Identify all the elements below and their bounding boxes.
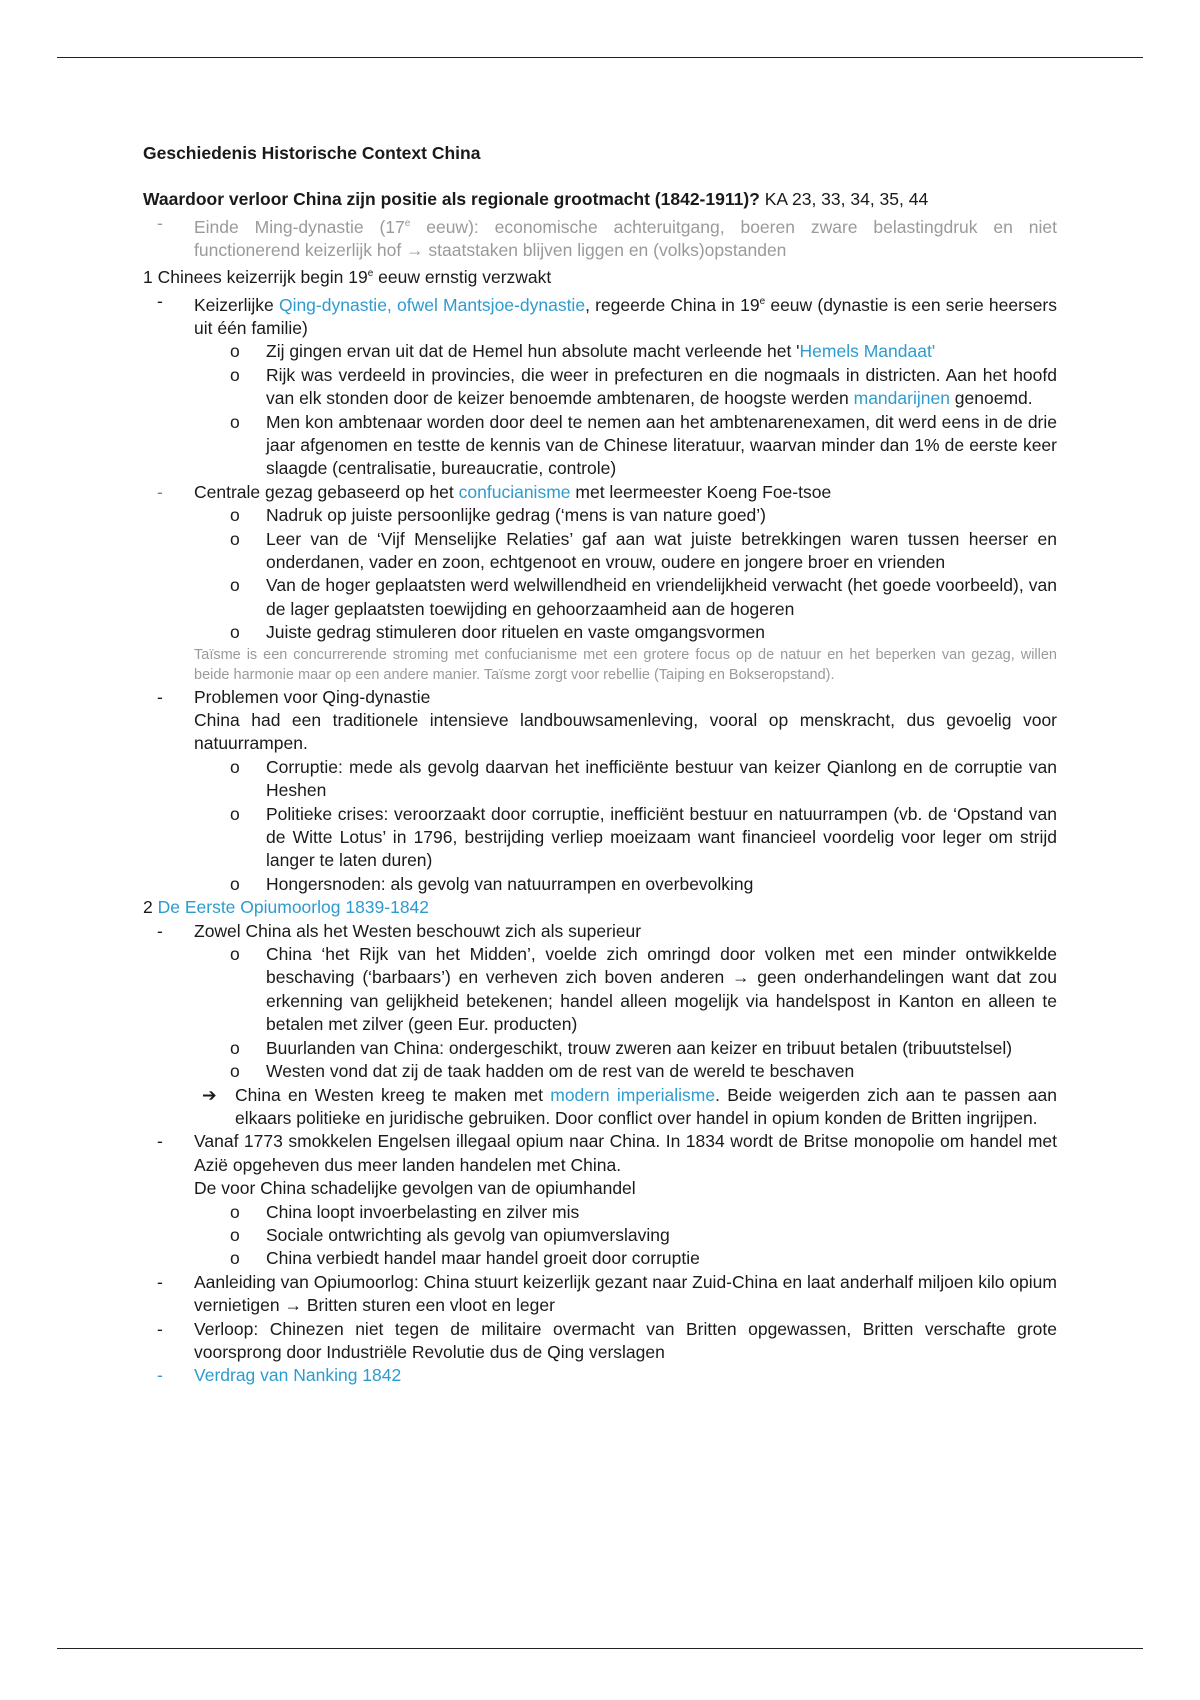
section-2-heading: 2 De Eerste Opiumoorlog 1839-1842 — [143, 897, 430, 918]
circle-bullet: o — [230, 505, 240, 526]
opiumoorlog-link: De Eerste Opiumoorlog 1839-1842 — [157, 897, 430, 918]
dash-bullet: - — [157, 1318, 163, 1339]
qing-link: Qing-dynastie, ofwel Mantsjoe-dynastie — [278, 294, 586, 315]
intro-item: - Einde Ming-dynastie (17e eeuw): economische achteruitgang, boeren zware belastingdruk en niet functionerend keizerlijk hof → staatstaken blijven liggen en (volks)opstanden — [157, 212, 1057, 261]
circle-bullet: o — [230, 1061, 240, 1082]
circle-bullet: o — [230, 803, 240, 824]
qing-item: - Keizerlijke Qing-dynastie, ofwel Mantsjoe-dynastie, regeerde China in 19e eeuw (dynastie is een serie heersers uit één familie) — [157, 290, 1058, 338]
circle-bullet: o — [230, 1037, 240, 1058]
header-rule — [57, 57, 1143, 58]
circle-bullet: o — [230, 1201, 240, 1222]
list-item: o Corruptie: mede als gevolg daarvan het inefficiënte bestuur van keizer Qianlong en de corruptie van Heshen — [230, 756, 1057, 801]
dash-bullet: - — [157, 290, 163, 311]
mandarijnen-link: mandarijnen — [853, 388, 950, 409]
list-item: o Nadruk op juiste persoonlijke gedrag (‘mens is van nature goed’) — [143, 504, 1057, 527]
circle-bullet: o — [230, 528, 240, 549]
list-item: o Men kon ambtenaar worden door deel te nemen aan het ambtenarenexamen, dit werd eens in de drie jaar afgenomen en testte de kennis van de Chinese literatuur, waarvan minder dan 1% de eerste keer slaagde (centralisatie, bureaucratie, controle) — [230, 411, 1057, 479]
circle-bullet: o — [230, 364, 240, 385]
confucianisme-link: confucianisme — [458, 481, 571, 502]
dash-bullet: - — [157, 1131, 163, 1152]
dash-bullet: - — [157, 1365, 163, 1386]
dash-bullet: - — [157, 686, 163, 707]
imperialism-arrow-item: ➔ China en Westen kreeg te maken met modern imperialisme. Beide weigerden zich aan te passen aan elkaars politieke en juridische gebruiken. Door conflict over handel in opium konden de Britten ingrijpen. — [202, 1084, 1057, 1128]
circle-bullet: o — [230, 756, 240, 777]
list-item: o Buurlanden van China: ondergeschikt, trouw zweren aan keizer en tribuut betalen (tribuutstelsel) — [143, 1037, 1057, 1060]
main-question — [143, 188, 1057, 211]
circle-bullet: o — [230, 873, 240, 894]
list-item: o Zij gingen ervan uit dat de Hemel hun absolute macht verleende het 'Hemels Mandaat' — [143, 340, 1057, 363]
section-1-heading: 1 Chinees keizerrijk begin 19e eeuw ernstig verzwakt — [143, 267, 552, 288]
problems-body: China had een traditionele intensieve landbouwsamenleving, vooral op menskracht, dus gevoelig voor natuurrampen. — [194, 710, 1057, 754]
arrow-icon: ➔ — [202, 1084, 217, 1105]
imperialisme-link: modern imperialisme — [550, 1084, 716, 1105]
hemels-mandaat-link: Hemels Mandaat' — [799, 341, 936, 362]
list-item: o Van de hoger geplaatsten werd welwillendheid en vriendelijkheid verwacht (het goede voorbeeld), van de lager geplaatsten toewijding en gehoorzaamheid aan de hogeren — [230, 575, 1057, 619]
problems-item: - Problemen voor Qing-dynastie — [143, 686, 1057, 709]
superiority-item: - Zowel China als het Westen beschouwt zich als superieur — [143, 920, 1057, 943]
confucianism-item: - Centrale gezag gebaseerd op het confucianisme met leermeester Koeng Foe-tsoe — [143, 481, 1057, 504]
taoism-note: Taïsme is een concurrerende stroming met confucianisme met een grotere focus op de natuur en het beperken van gezag, willen beide harmonie maar op een andere manier. Taïsme zorgt voor rebellie (Taiping en Bokseropstand). — [194, 646, 1057, 684]
course-item: - Verloop: Chinezen niet tegen de militaire overmacht van Britten opgewassen, Britten verschafte grote voorsprong door Industriële Revolutie dus de Qing verslagen — [157, 1318, 1057, 1362]
dash-bullet: - — [157, 1271, 163, 1292]
list-item: o Politieke crises: veroorzaakt door corruptie, inefficiënt bestuur en natuurrampen (vb. de ‘Opstand van de Witte Lotus’ in 1796, bestrijding verliep moeizaam want financieel voordelig voor leger om strijd langer te laten duren) — [230, 803, 1057, 871]
question-ka: KA 23, 33, 34, 35, 44 — [759, 189, 929, 210]
circle-bullet: o — [230, 341, 240, 362]
dash-bullet: - — [157, 920, 163, 941]
circle-bullet: o — [230, 1248, 240, 1269]
consequences-intro: De voor China schadelijke gevolgen van de opiumhandel — [194, 1178, 636, 1199]
list-item: o Leer van de ‘Vijf Menselijke Relaties’ gaf aan wat juiste betrekkingen waren tussen heerser en onderdanen, vader en zoon, echtgenoot en vrouw, oudere en jongere broer en vrienden — [230, 528, 1057, 572]
list-item: o Sociale ontwrichting als gevolg van opiumverslaving — [143, 1224, 1057, 1247]
page-title: Geschiedenis Historische Context China — [143, 143, 481, 163]
nanking-treaty-link: Verdrag van Nanking 1842 — [194, 1365, 402, 1386]
cause-item: - Aanleiding van Opiumoorlog: China stuurt keizerlijk gezant naar Zuid-China en laat anderhalf miljoen kilo opium vernietigen → Britten sturen een vloot en leger — [157, 1271, 1057, 1316]
smuggling-item: - Vanaf 1773 smokkelen Engelsen illegaal opium naar China. In 1834 wordt de Britse monopolie om handel met Azië opgeheven dus meer landen handelen met China. — [157, 1131, 1057, 1175]
dash-bullet: - — [157, 212, 163, 233]
list-item: o Juiste gedrag stimuleren door rituelen en vaste omgangsvormen — [143, 621, 1057, 644]
dash-bullet: - — [157, 481, 163, 502]
circle-bullet: o — [230, 944, 240, 965]
list-item: o China loopt invoerbelasting en zilver mis — [143, 1201, 1057, 1224]
treaty-item — [143, 1364, 1057, 1387]
circle-bullet: o — [230, 411, 240, 432]
circle-bullet: o — [230, 575, 240, 596]
list-item: o Rijk was verdeeld in provincies, die weer in prefecturen en die nogmaals in districten. Aan het hoofd van elk stonden door de keizer benoemde ambtenaren, de hoogste werden mandarijnen genoemd. — [230, 364, 1057, 409]
list-item: o China ‘het Rijk van het Midden’, voelde zich omringd door volken met een minder ontwikkelde beschaving (‘barbaars’) en verheven zich boven anderen → geen onderhandelingen want dat zou erkenning van gelijkheid betekenen; handel alleen mogelijk via handelspost in Kanton en alleen te betalen met zilver (geen Eur. producten) — [230, 944, 1057, 1035]
list-item: o Hongersnoden: als gevolg van natuurrampen en overbevolking — [143, 873, 1057, 896]
question-text: Waardoor verloor China zijn positie als regionale grootmacht (1842-1911)? — [143, 189, 760, 210]
circle-bullet: o — [230, 622, 240, 643]
footer-rule — [57, 1648, 1143, 1649]
list-item: o China verbiedt handel maar handel groeit door corruptie — [143, 1247, 1057, 1270]
list-item: o Westen vond dat zij de taak hadden om de rest van de wereld te beschaven — [143, 1060, 1057, 1083]
circle-bullet: o — [230, 1224, 240, 1245]
document-body — [143, 142, 1057, 1388]
